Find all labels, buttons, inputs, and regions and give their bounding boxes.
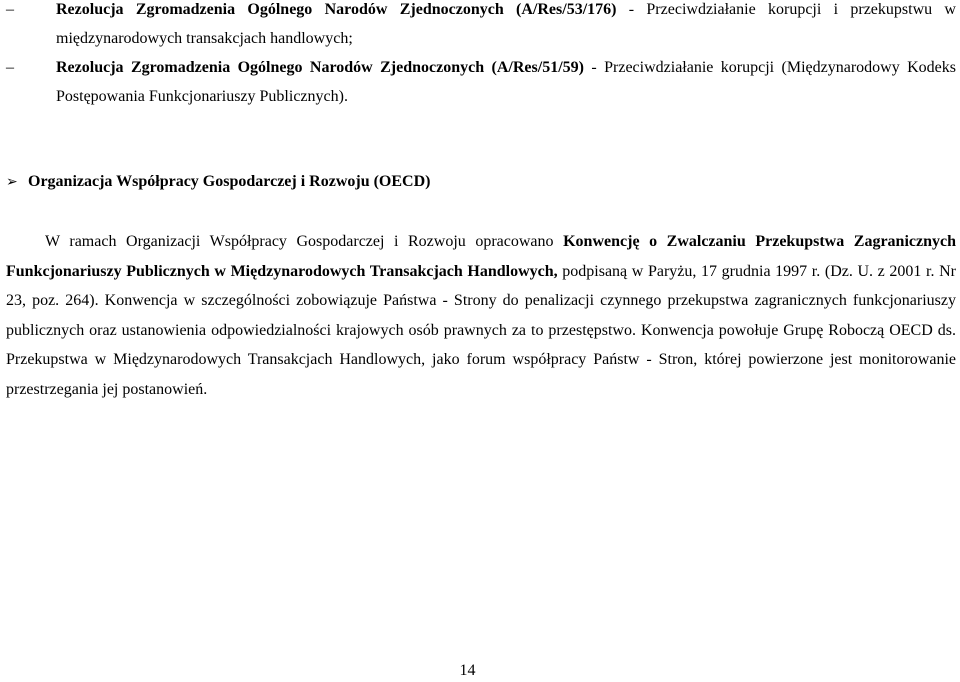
paragraph-lead: W ramach Organizacji Współpracy Gospodarczej i Rozwoju opracowano: [45, 233, 564, 250]
dash-bullet: –: [6, 1, 14, 18]
dash-bullet: –: [6, 59, 14, 76]
convention-title: Konwencję o Zwalczaniu Przekupstwa Zagranicznych Funkcjonariuszy Publicznych w Międzynarodowych Transakcjach Handlowych,: [6, 233, 957, 280]
section-heading-text: Organizacja Współpracy Gospodarczej i Rozwoju (OECD): [28, 173, 431, 190]
body-paragraph: [6, 227, 956, 405]
resolution-description: - Przeciwdziałanie korupcji i przekupstwu w międzynarodowych transakcjach handlowych;: [56, 1, 956, 47]
section-heading: [6, 170, 946, 194]
resolution-description: - Przeciwdziałanie korupcji (Międzynarodowy Kodeks Postępowania Funkcjonariuszy Publicznych).: [56, 59, 956, 105]
list-item: [6, 0, 956, 53]
page-number: 14: [459, 662, 476, 679]
list-item-text: [56, 0, 956, 53]
resolution-title: Rezolucja Zgromadzenia Ogólnego Narodów Zjednoczonych (A/Res/51/59): [56, 59, 584, 76]
paragraph-rest: podpisaną w Paryżu, 17 grudnia 1997 r. (Dz. U. z 2001 r. Nr 23, poz. 264). Konwencja w szczególności zobowiązuje Państwa - Strony do penalizacji czynnego przekupstwa zagranicznych funkcjonariuszy publicznych oraz ustanowienia odpowiedzialności krajowych osób prawnych za to przestępstwo. Konwencja powołuje Grupę Roboczą OECD ds. Przekupstwa w Międzynarodowych Transakcjach Handlowych, jako forum współpracy Państw - Stron, której powierzone jest monitorowanie przestrzegania jej postanowień.: [6, 262, 956, 398]
resolution-title: Rezolucja Zgromadzenia Ogólnego Narodów Zjednoczonych (A/Res/53/176): [56, 1, 617, 18]
list-item-text: [56, 53, 956, 111]
list-item: [6, 53, 956, 111]
arrow-bullet-icon: ➢: [6, 174, 18, 190]
